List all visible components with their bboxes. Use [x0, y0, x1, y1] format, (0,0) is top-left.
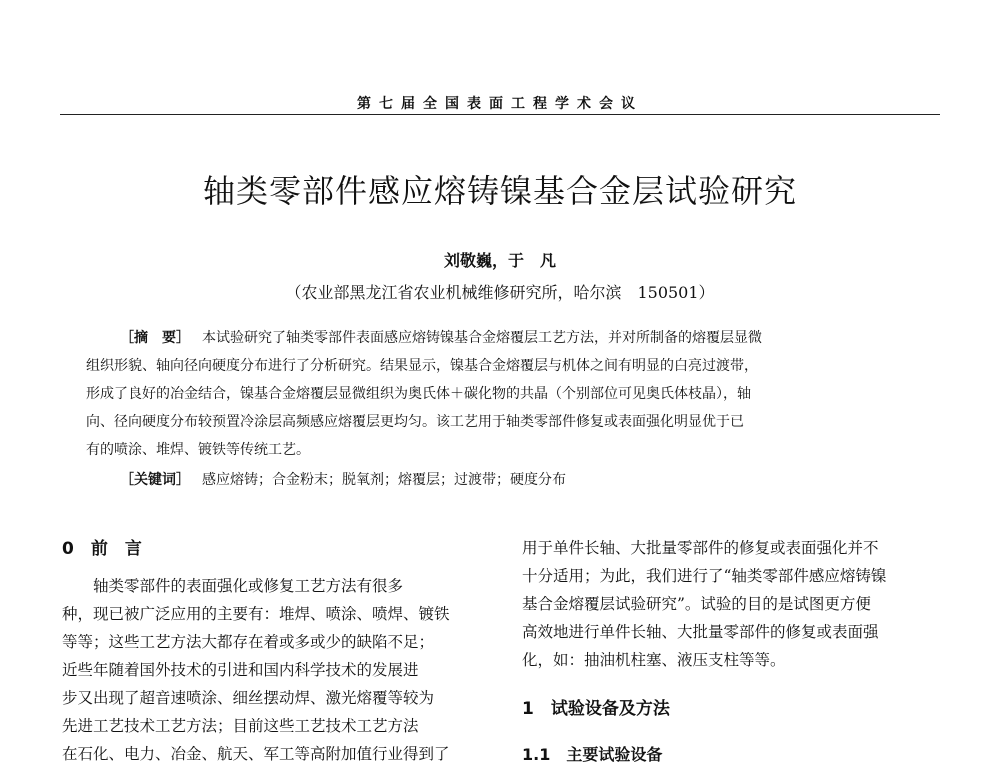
- right-column-line-5: 化，如：抽油机柱塞、液压支柱等等。: [522, 651, 786, 669]
- abstract-text: 本试验研究了轴类零部件表面感应熔铸镍基合金熔覆层工艺方法，并对所制备的熔覆层显微: [202, 330, 762, 346]
- abstract-line-3: 形成了良好的冶金结合，镍基合金熔覆层显微组织为奥氏体＋碳化物的共晶（个别部位可见奥氏体枝晶），轴: [86, 386, 751, 402]
- paper-title: 轴类零部件感应熔铸镍基合金层试验研究: [202, 172, 797, 210]
- left-column-line-7: 在石化、电力、冶金、航天、军工等高附加值行业得到了: [62, 745, 450, 763]
- abstract-line-2: 组织形貌、轴向径向硬度分布进行了分析研究。结果显示，镍基合金熔覆层与机体之间有明显的白亮过渡带，: [86, 358, 758, 374]
- right-column-line-3: 基合金熔覆层试验研究”。试验的目的是试图更方便: [522, 595, 871, 613]
- left-column-line-1: 轴类零部件的表面强化或修复工艺方法有很多: [93, 577, 404, 595]
- left-column-line-6: 先进工艺技术工艺方法；目前这些工艺技术工艺方法: [62, 717, 419, 735]
- section-heading-equipment: 1 试验设备及方法: [522, 699, 670, 719]
- abstract-line-5: 有的喷涂、堆焊、镀铁等传统工艺。: [86, 442, 310, 458]
- keywords-label: ［关键词］: [120, 472, 190, 488]
- running-header: 第七届全国表面工程学术会议: [357, 96, 643, 112]
- left-column-line-5: 步又出现了超音速喷涂、细丝摆动焊、激光熔覆等较为: [62, 689, 435, 707]
- keywords-text: 感应熔铸；合金粉末；脱氧剂；熔覆层；过渡带；硬度分布: [202, 472, 566, 488]
- affiliation: （农业部黑龙江省农业机械维修研究所，哈尔滨 150501）: [285, 283, 715, 302]
- abstract-line-1: [120, 324, 930, 352]
- right-column-line-1: 用于单件长轴、大批量零部件的修复或表面强化并不: [522, 539, 879, 557]
- left-column-line-3: 等等；这些工艺方法大都存在着或多或少的缺陷不足；: [62, 633, 435, 651]
- keywords-line: [120, 466, 960, 494]
- subsection-heading-main-equipment: 1.1 主要试验设备: [522, 745, 663, 764]
- right-column-line-4: 高效地进行单件长轴、大批量零部件的修复或表面强: [522, 623, 879, 641]
- abstract-label: ［摘 要］: [120, 330, 190, 346]
- abstract-line-4: 向、径向硬度分布较预置冷涂层高频感应熔覆层更均匀。该工艺用于轴类零部件修复或表面强化明显优于已: [86, 414, 744, 430]
- left-column-line-4: 近些年随着国外技术的引进和国内科学技术的发展进: [62, 661, 419, 679]
- left-column-line-2: 种，现已被广泛应用的主要有：堆焊、喷涂、喷焊、镀铁: [62, 605, 450, 623]
- header-rule: [60, 114, 940, 115]
- section-heading-preface: 0 前 言: [62, 539, 142, 559]
- authors: 刘敬巍，于 凡: [443, 251, 556, 270]
- right-column-line-2: 十分适用；为此，我们进行了“轴类零部件感应熔铸镍: [522, 567, 887, 585]
